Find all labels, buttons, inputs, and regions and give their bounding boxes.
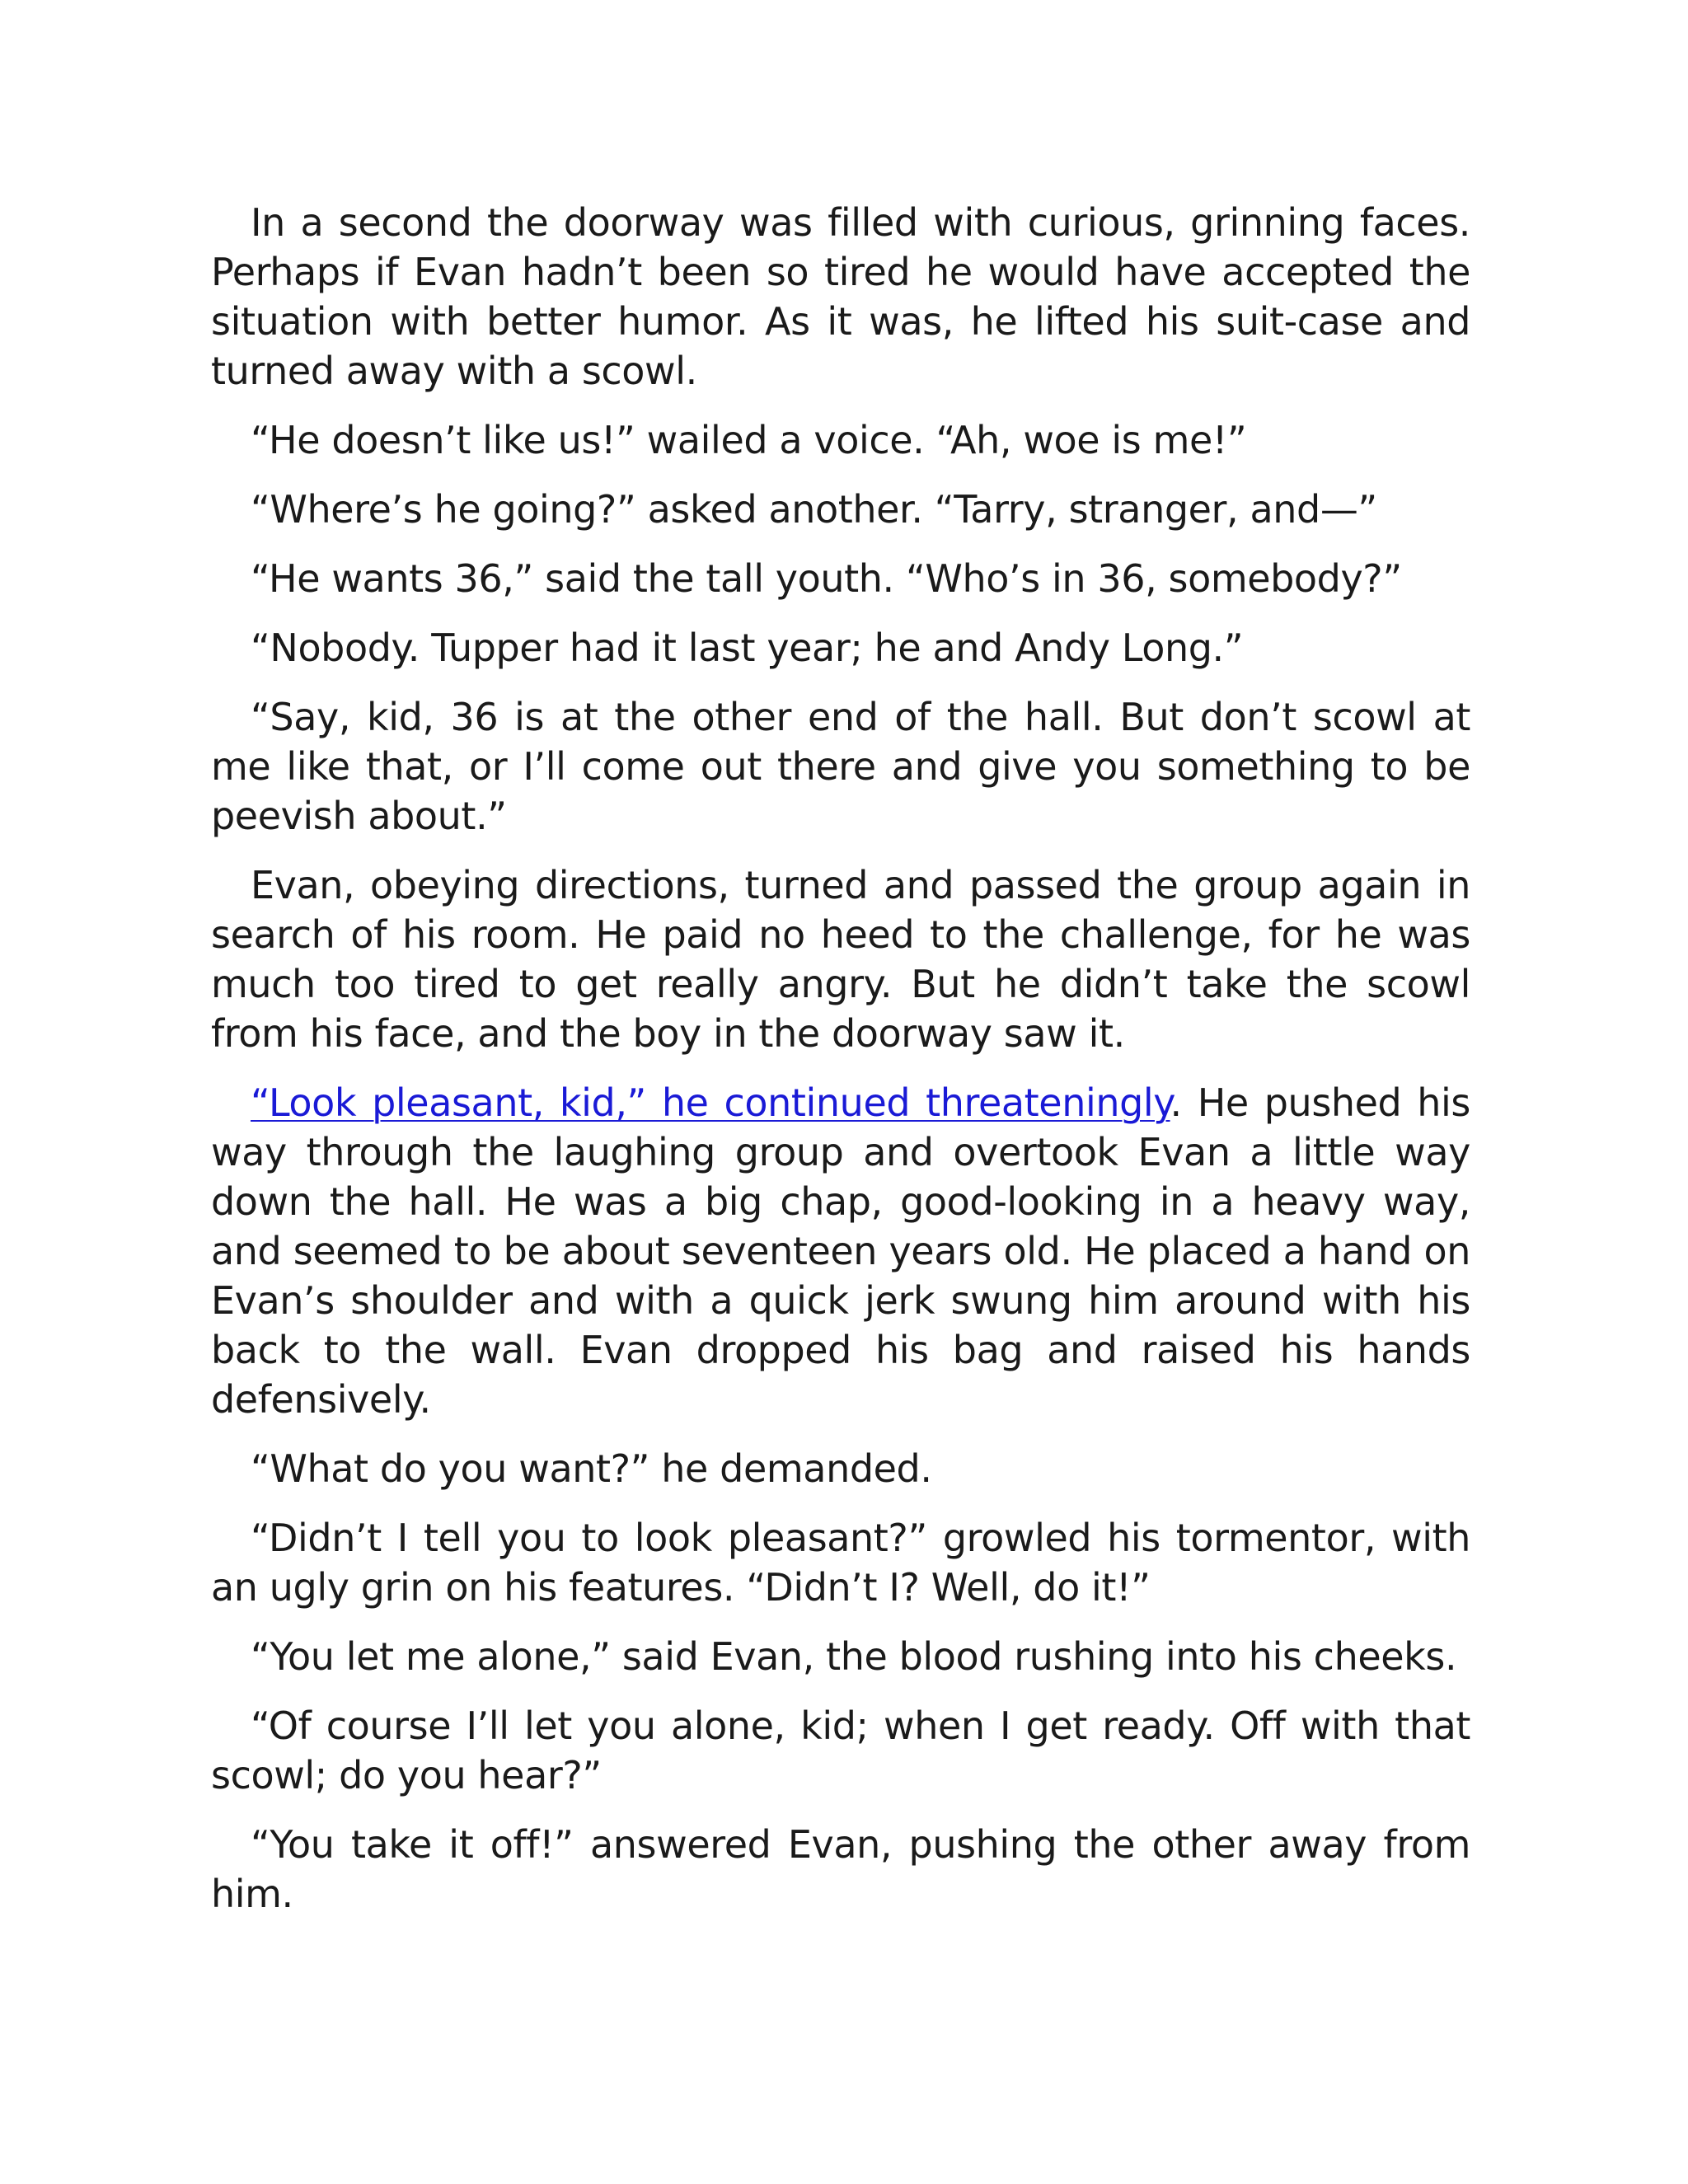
paragraph-11: “You let me alone,” said Evan, the blood rushing into his cheeks. — [251, 1634, 1457, 1679]
paragraph-2: “He doesn’t like us!” wailed a voice. “Ah, woe is me!” — [251, 418, 1247, 462]
paragraph-3: “Where’s he going?” asked another. “Tarry, stranger, and—” — [251, 487, 1377, 532]
paragraph-10: “Didn’t I tell you to look pleasant?” growled his tormentor, with an ugly grin on his features. “Didn’t I? Well, do it!” — [211, 1516, 1470, 1610]
paragraph-5: “Nobody. Tupper had it last year; he and Andy Long.” — [251, 626, 1244, 670]
paragraph-9: “What do you want?” he demanded. — [251, 1446, 932, 1491]
paragraph-12: “Of course I’ll let you alone, kid; when I get ready. Off with that scowl; do you hear?” — [211, 1704, 1470, 1797]
paragraph-7: Evan, obeying directions, turned and passed the group again in search of his room. He paid no heed to the challenge, for he was much too tired to get really angry. But he didn’t take the scowl from his face, and the boy in the doorway saw it. — [211, 863, 1470, 1056]
paragraph-8-link[interactable]: “Look pleasant, kid,” he continued threateningly — [251, 1080, 1170, 1125]
paragraph-13: “You take it off!” answered Evan, pushing the other away from him. — [211, 1822, 1470, 1916]
paragraph-4: “He wants 36,” said the tall youth. “Who’s in 36, somebody?” — [251, 556, 1402, 601]
paragraph-8-text: . He pushed his way through the laughing group and overtook Evan a little way down the hall. He was a big chap, good-looking in a heavy way, and seemed to be about seventeen years old. He placed a hand on Evan’s shoulder and with a quick jerk swung him around with his back to the wall. Evan dropped his bag and raised his hands defensively. — [211, 1080, 1470, 1422]
document-page — [211, 198, 1470, 1938]
paragraph-6: “Say, kid, 36 is at the other end of the hall. But don’t scowl at me like that, or I’ll come out there and give you something to be peevish about.” — [211, 695, 1470, 838]
paragraph-8 — [211, 1078, 1470, 1424]
paragraph-1: In a second the doorway was filled with curious, grinning faces. Perhaps if Evan hadn’t been so tired he would have accepted the situation with better humor. As it was, he lifted his suit-case and turned away with a scowl. — [211, 200, 1470, 393]
